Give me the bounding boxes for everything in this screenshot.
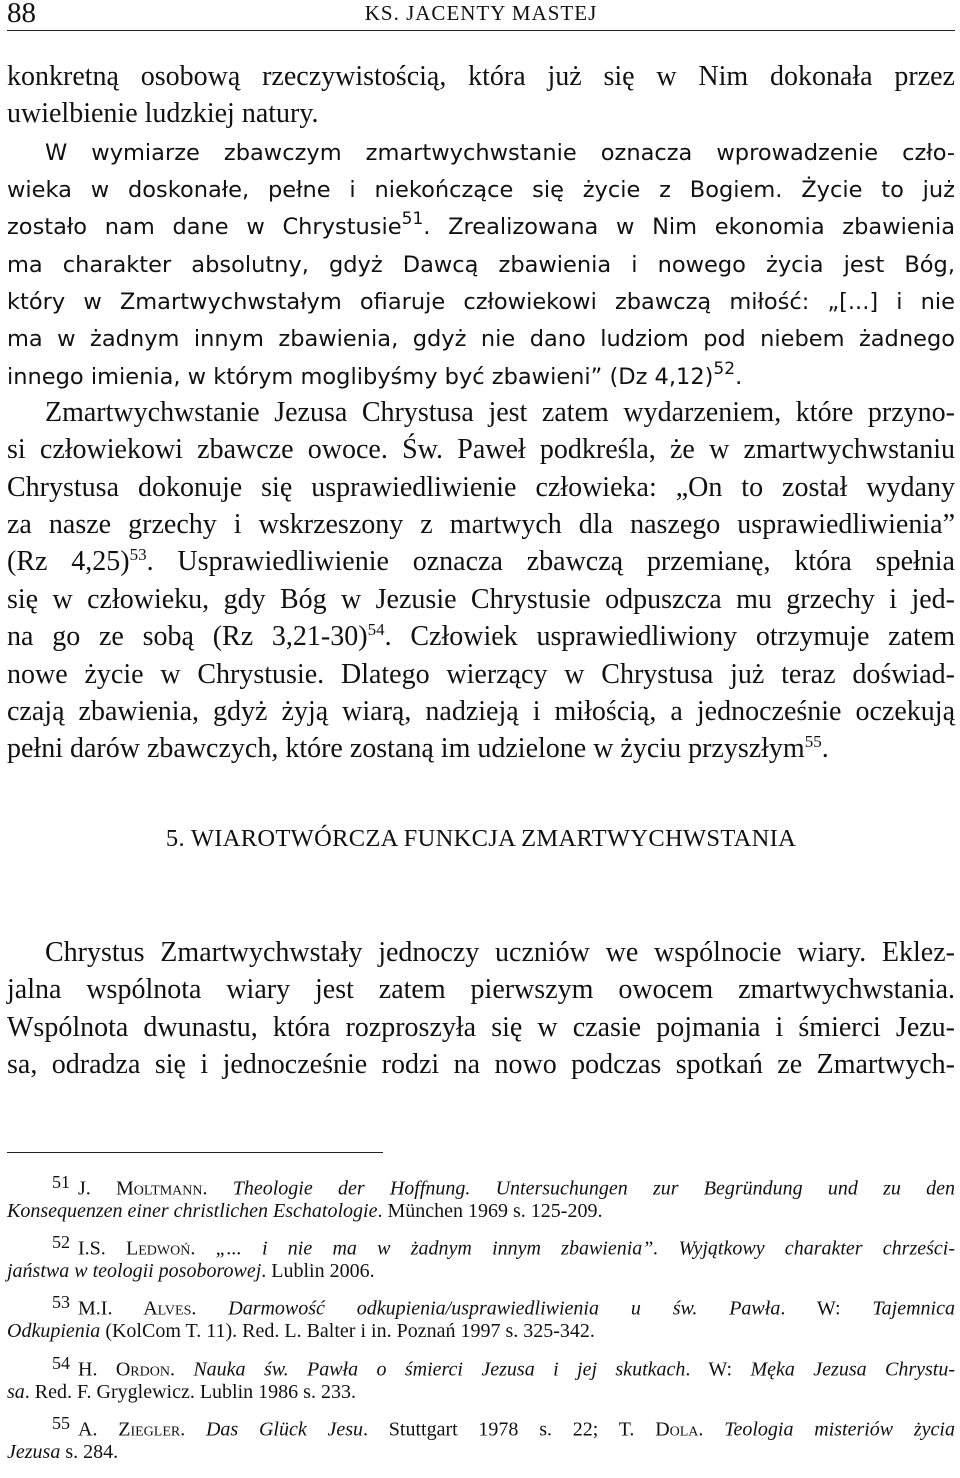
footnote-number: 51 <box>52 1172 70 1192</box>
text-span <box>7 358 743 390</box>
footnote-author-sc: oltmann <box>133 1177 203 1200</box>
para2-line <box>7 282 955 319</box>
footnote-number: 55 <box>52 1412 70 1433</box>
page-header <box>7 0 955 31</box>
footnote-title: „... i nie ma w żadnym innym zbawienia”. Wyjątkowy charakter chrześci- <box>215 1237 956 1260</box>
para2-line <box>7 133 955 170</box>
footnote-author: H. O <box>78 1357 131 1380</box>
footnote-title: Das Glück Jesu <box>205 1418 364 1441</box>
text-span: . München 1969 s. 125-209. <box>377 1200 603 1223</box>
text-span: który w Zmartwychwstałym ofiaruje człowiekowi zbawczą miłość: „[...] i nie <box>7 289 955 316</box>
footnote-52 <box>7 1228 956 1260</box>
footnote-author: A. Z <box>78 1418 131 1441</box>
para2-line <box>7 245 955 282</box>
para2-line <box>7 357 955 394</box>
footnote-title: Tajemnica <box>872 1297 955 1320</box>
footnote-51-cont <box>7 1197 955 1226</box>
running-head: KS. JACENTY MASTEJ <box>364 1 598 25</box>
footnote-title: sa <box>7 1380 25 1403</box>
footnote-title: Teologia misteriów życia <box>724 1418 955 1441</box>
text-span: . Stuttgart 1978 s. 22; T. D <box>363 1418 670 1441</box>
footnote-55 <box>7 1409 955 1441</box>
text-span: wieka w doskonałe, pełne i niekończące się życie z Bogiem. Życie to już <box>7 177 955 204</box>
footnote-53-cont <box>7 1317 955 1346</box>
text-span: . <box>169 1357 194 1380</box>
text-span: . Zrealizowana w Nim ekonomia zbawienia <box>423 214 955 241</box>
para1-line: uwielbienie ludzkiej natury. <box>7 98 319 130</box>
para2-line <box>7 207 955 244</box>
text-span: . <box>202 1177 233 1200</box>
text-span: . Red. F. Gryglewicz. Lublin 1986 s. 233. <box>24 1380 356 1403</box>
footnote-author-sc: rdon <box>130 1357 170 1380</box>
page-number: 88 <box>7 0 36 29</box>
text-span: . Lublin 2006. <box>261 1260 375 1283</box>
footnote-55-cont <box>7 1438 955 1467</box>
footnote-author: M.I. A <box>78 1297 158 1320</box>
footnote-ref-55[interactable]: 55 <box>804 732 822 751</box>
footnote-title: Konsequenzen einer christlichen Eschatologie <box>7 1200 378 1223</box>
text-span <box>7 209 955 241</box>
text-span: s. 284. <box>60 1440 119 1463</box>
text-span: ma charakter absolutny, gdyż Dawcą zbawienia i nowego życia jest Bóg, <box>7 251 955 278</box>
text-span: (Rz 4,25) <box>7 546 130 578</box>
para1-line: konkretną osobową rzeczywistością, która już się w Nim dokonała przez <box>7 61 955 92</box>
footnote-author-sc: lves <box>157 1297 192 1320</box>
footnote-title: jaństwa w teologii posoborowej <box>7 1260 262 1283</box>
text-span: . <box>698 1418 725 1441</box>
footnote-author-sc: edwoń <box>138 1237 191 1260</box>
text-span: innego imienia, w którym moglibyśmy być zbawieni” (Dz 4,12) <box>7 363 714 390</box>
footnote-title: Męka Jezusa Chrystu- <box>750 1357 955 1380</box>
para4-line: Wspólnota dwunastu, która rozproszyła się w czasie pojmania i śmierci Jezu- <box>7 1011 955 1043</box>
text-span: . W: <box>685 1357 751 1380</box>
para2-line <box>7 170 955 207</box>
para3-line <box>7 618 955 655</box>
body-text <box>7 58 955 768</box>
para3-line: Zmartwychwstanie Jezusa Chrystusa jest zatem wydarzeniem, które przyno- <box>45 397 955 429</box>
text-span: . Człowiek usprawiedliwiony otrzymuje zatem <box>384 621 955 653</box>
footnote-54 <box>7 1349 955 1378</box>
footnote-title: Odkupienia <box>7 1320 101 1343</box>
para3-line: czają zbawienia, gdyż żyją wiarą, nadzieją i miłością, a jednocześnie oczekują <box>7 695 955 727</box>
footnote-ref-52[interactable]: 52 <box>713 358 736 379</box>
footnote-number: 54 <box>52 1352 70 1373</box>
para4-line: sa, odradza się i jednocześnie rodzi na nowo podczas spotkań ze Zmartwych- <box>7 1049 955 1081</box>
text-span: . <box>190 1237 216 1260</box>
para4-line: jalna wspólnota wiary jest zatem pierwszym owocem zmartwychwstania. <box>7 974 955 1006</box>
footnote-53 <box>7 1288 955 1320</box>
para3-line: nowe życie w Chrystusie. Dlatego wierzący w Chrystusa już teraz doświad- <box>7 658 955 690</box>
footnote-author-sc: ola <box>669 1418 699 1441</box>
footnote-author: J. M <box>78 1177 134 1200</box>
footnote-ref-51[interactable]: 51 <box>401 209 424 230</box>
section-body <box>7 934 955 1083</box>
para3-line <box>7 730 955 767</box>
footnote-author-sc: iegler <box>130 1418 181 1441</box>
footnote-title: Darmowość odkupienia/usprawiedliwienia u św. Pawła <box>228 1297 781 1320</box>
footnote-52-cont <box>7 1257 955 1286</box>
footnote-ref-53[interactable]: 53 <box>129 545 147 565</box>
text-span: na go ze sobą (Rz 3,21-30) <box>7 621 368 653</box>
text-span: . <box>191 1297 229 1320</box>
text-span: . W: <box>780 1297 873 1320</box>
footnotes <box>7 1168 955 1467</box>
footnote-title: Theologie der Hoffnung. Untersuchungen zur Begründung und zu den <box>232 1177 955 1200</box>
para3-line: si człowiekowi zbawcze owoce. Św. Paweł podkreśla, że w zmartwychwstaniu <box>7 434 955 466</box>
para3-line: się w człowieku, gdy Bóg w Jezusie Chrystusie odpuszcza mu grzechy i jed- <box>7 583 955 615</box>
para3-line <box>7 543 955 580</box>
footnote-author: I.S. L <box>78 1237 139 1260</box>
footnote-54-cont <box>7 1378 955 1407</box>
para3-line: Chrystusa dokonuje się usprawiedliwienie człowieka: „On to został wydany <box>7 471 955 503</box>
text-span: W wymiarze zbawczym zmartwychwstanie oznacza wprowadzenie czło- <box>45 139 955 166</box>
footnote-ref-54[interactable]: 54 <box>367 619 385 639</box>
text-span: zostało nam dane w Chrystusie <box>7 214 402 241</box>
para2-line <box>7 319 955 356</box>
text-span: . Usprawiedliwienie oznacza zbawczą przemianę, która spełnia <box>146 546 955 578</box>
text-span: pełni darów zbawczych, które zostaną im udzielone w życiu przyszłym <box>7 733 805 765</box>
footnote-title: Nauka św. Pawła o śmierci Jezusa i jej skutkach <box>193 1357 686 1380</box>
section-heading: 5. WIAROTWÓRCZA FUNKCJA ZMARTWYCHWSTANIA <box>165 825 797 852</box>
para3-line: za nasze grzechy i wskrzeszony z martwych dla naszego usprawiedliwienia” <box>7 509 955 541</box>
text-span: . <box>735 363 743 390</box>
footnote-51 <box>7 1168 955 1200</box>
footnote-title: Jezusa <box>7 1440 61 1463</box>
footnote-number: 53 <box>52 1292 70 1313</box>
text-span: ma w żadnym innym zbawienia, gdyż nie dano ludziom pod niebem żadnego <box>7 326 955 353</box>
text-span: . <box>821 733 829 765</box>
footnote-number: 52 <box>52 1232 70 1253</box>
text-span: . <box>180 1418 206 1441</box>
para4-line: Chrystus Zmartwychwstały jednoczy uczniów we wspólnocie wiary. Eklez- <box>45 937 955 968</box>
text-span: (KolCom T. 11). Red. L. Balter i in. Poznań 1997 s. 325-342. <box>100 1320 595 1343</box>
footnote-divider <box>7 1152 383 1153</box>
